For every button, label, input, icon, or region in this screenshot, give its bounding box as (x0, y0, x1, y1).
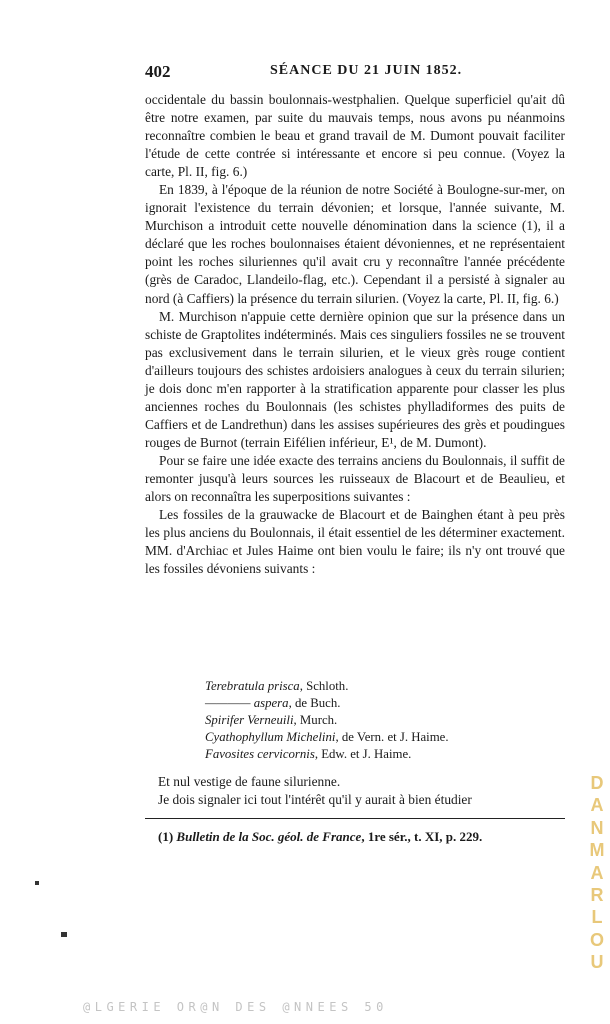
page-number: 402 (145, 62, 171, 81)
side-stamp-letter: N (590, 817, 604, 838)
species-name: Favosites cervicornis (205, 747, 315, 761)
paragraph: Pour se faire une idée exacte des terrains anciens du Boulonnais, il suffit de remonter jusqu'à leurs sources les ruisseaux de Blacourt et de Beaulieu, et alors on reconnaîtra les superpositions suivantes : (145, 452, 565, 505)
side-stamp-letter: A (590, 795, 604, 816)
footnote-source: Bulletin de la Soc. géol. de France (176, 829, 362, 844)
side-stamp (587, 772, 607, 974)
species-name: Spirifer Verneuili (205, 713, 294, 727)
watermark: @LGERIE OR@N DES @NNEES 50 (83, 1000, 388, 1014)
species-author: , de Vern. et J. Haime. (335, 730, 449, 744)
paragraph: En 1839, à l'époque de la réunion de notre Société à Boulogne-sur-mer, on ignorait l'existence du terrain dévonien; et lorsque, l'année suivante, M. Murchison a introduit cette nouvelle dénomination dans la science (1), il a déclaré que les roches boulonnaises étaient dévoniennes, et ne représentaient point les roches siluriennes qu'il avait cru y reconnaître l'année précédente (grès de Caradoc, Llandeilo-flag, etc.). Cependant il a persisté à signaler au nord (à Caffiers) la présence du terrain silurien. (Voyez la carte, Pl. II, fig. 6.) (145, 182, 565, 306)
scan-speck (61, 932, 67, 937)
paragraph: occidentale du bassin boulonnais-westphalien. Quelque superficiel qu'ait dû être notre examen, par suite du mauvais temps, nous avons pu néanmoins reconnaître combien le beau et grand travail de M. Dumont pouvait faciliter l'étude de cette contrée si intéressante et encore si peu connue. (Voyez la carte, Pl. II, fig. 6.) (145, 92, 565, 180)
species-name: Cyathophyllum Michelini (205, 730, 336, 744)
body-text (145, 91, 565, 578)
side-stamp-letter: U (590, 952, 604, 973)
species-name: Terebratula prisca (205, 679, 300, 693)
species-entry (205, 729, 565, 746)
paragraph: Les fossiles de la grauwacke de Blacourt et de Bainghen étant à peu près les plus anciens du Boulonnais, il était essentiel de les déterminer exactement. MM. d'Archiac et Jules Haime ont bien voulu le faire; ils n'y ont trouvé que les fossiles dévoniens suivants : (145, 507, 565, 577)
side-stamp-letter: O (589, 929, 604, 950)
closing-line: Je dois signaler ici tout l'intérêt qu'il y aurait à bien étudier (158, 792, 472, 807)
species-entry (205, 712, 565, 729)
page-header (145, 62, 565, 84)
side-stamp-letter: A (590, 862, 604, 883)
scan-speck (35, 881, 39, 885)
species-author: , Schloth. (299, 679, 349, 693)
side-stamp-letter: D (590, 773, 604, 793)
species-author: , Murch. (293, 713, 338, 727)
side-stamp-letter: M (589, 840, 605, 861)
fossil-species-list (205, 678, 565, 763)
side-stamp-letter: R (590, 885, 604, 906)
footnote-details: , 1re sér., t. XI, p. 229. (361, 829, 483, 844)
species-author: , de Buch. (288, 696, 341, 710)
side-stamp-letter: L (591, 907, 603, 928)
closing-line: Et nul vestige de faune silurienne. (158, 774, 341, 789)
species-name: ———— aspera (205, 696, 289, 710)
species-author: , Edw. et J. Haime. (314, 747, 412, 761)
running-title: SÉANCE DU 21 JUIN 1852. (270, 63, 463, 78)
species-entry (205, 695, 565, 712)
paragraph: M. Murchison n'appuie cette dernière opinion que sur la présence dans un schiste de Graptolites indéterminés. Mais ces singuliers fossiles ne se trouvent pas exclusivement dans le terrain silurien, et le vieux grès rouge contient d'ailleurs toujours des schistes ardoisiers analogues à ceux du terrain silurien; je dois donc m'en rapporter à la stratification apparente pour classer les plus anciennes roches du Boulonnais (les schistes phylladiformes des puits de Caffiers et de Landrethun) dans les assises supérieures des grès et poudingues rouges de Burnot (terrain Eifélien inférieur, E¹, de M. Dumont). (145, 308, 565, 450)
footnote-marker: (1) (158, 829, 174, 844)
species-entry (205, 746, 565, 763)
species-entry (205, 678, 565, 695)
closing-text (158, 773, 565, 809)
footnote (158, 829, 565, 845)
footnote-rule (145, 818, 565, 819)
